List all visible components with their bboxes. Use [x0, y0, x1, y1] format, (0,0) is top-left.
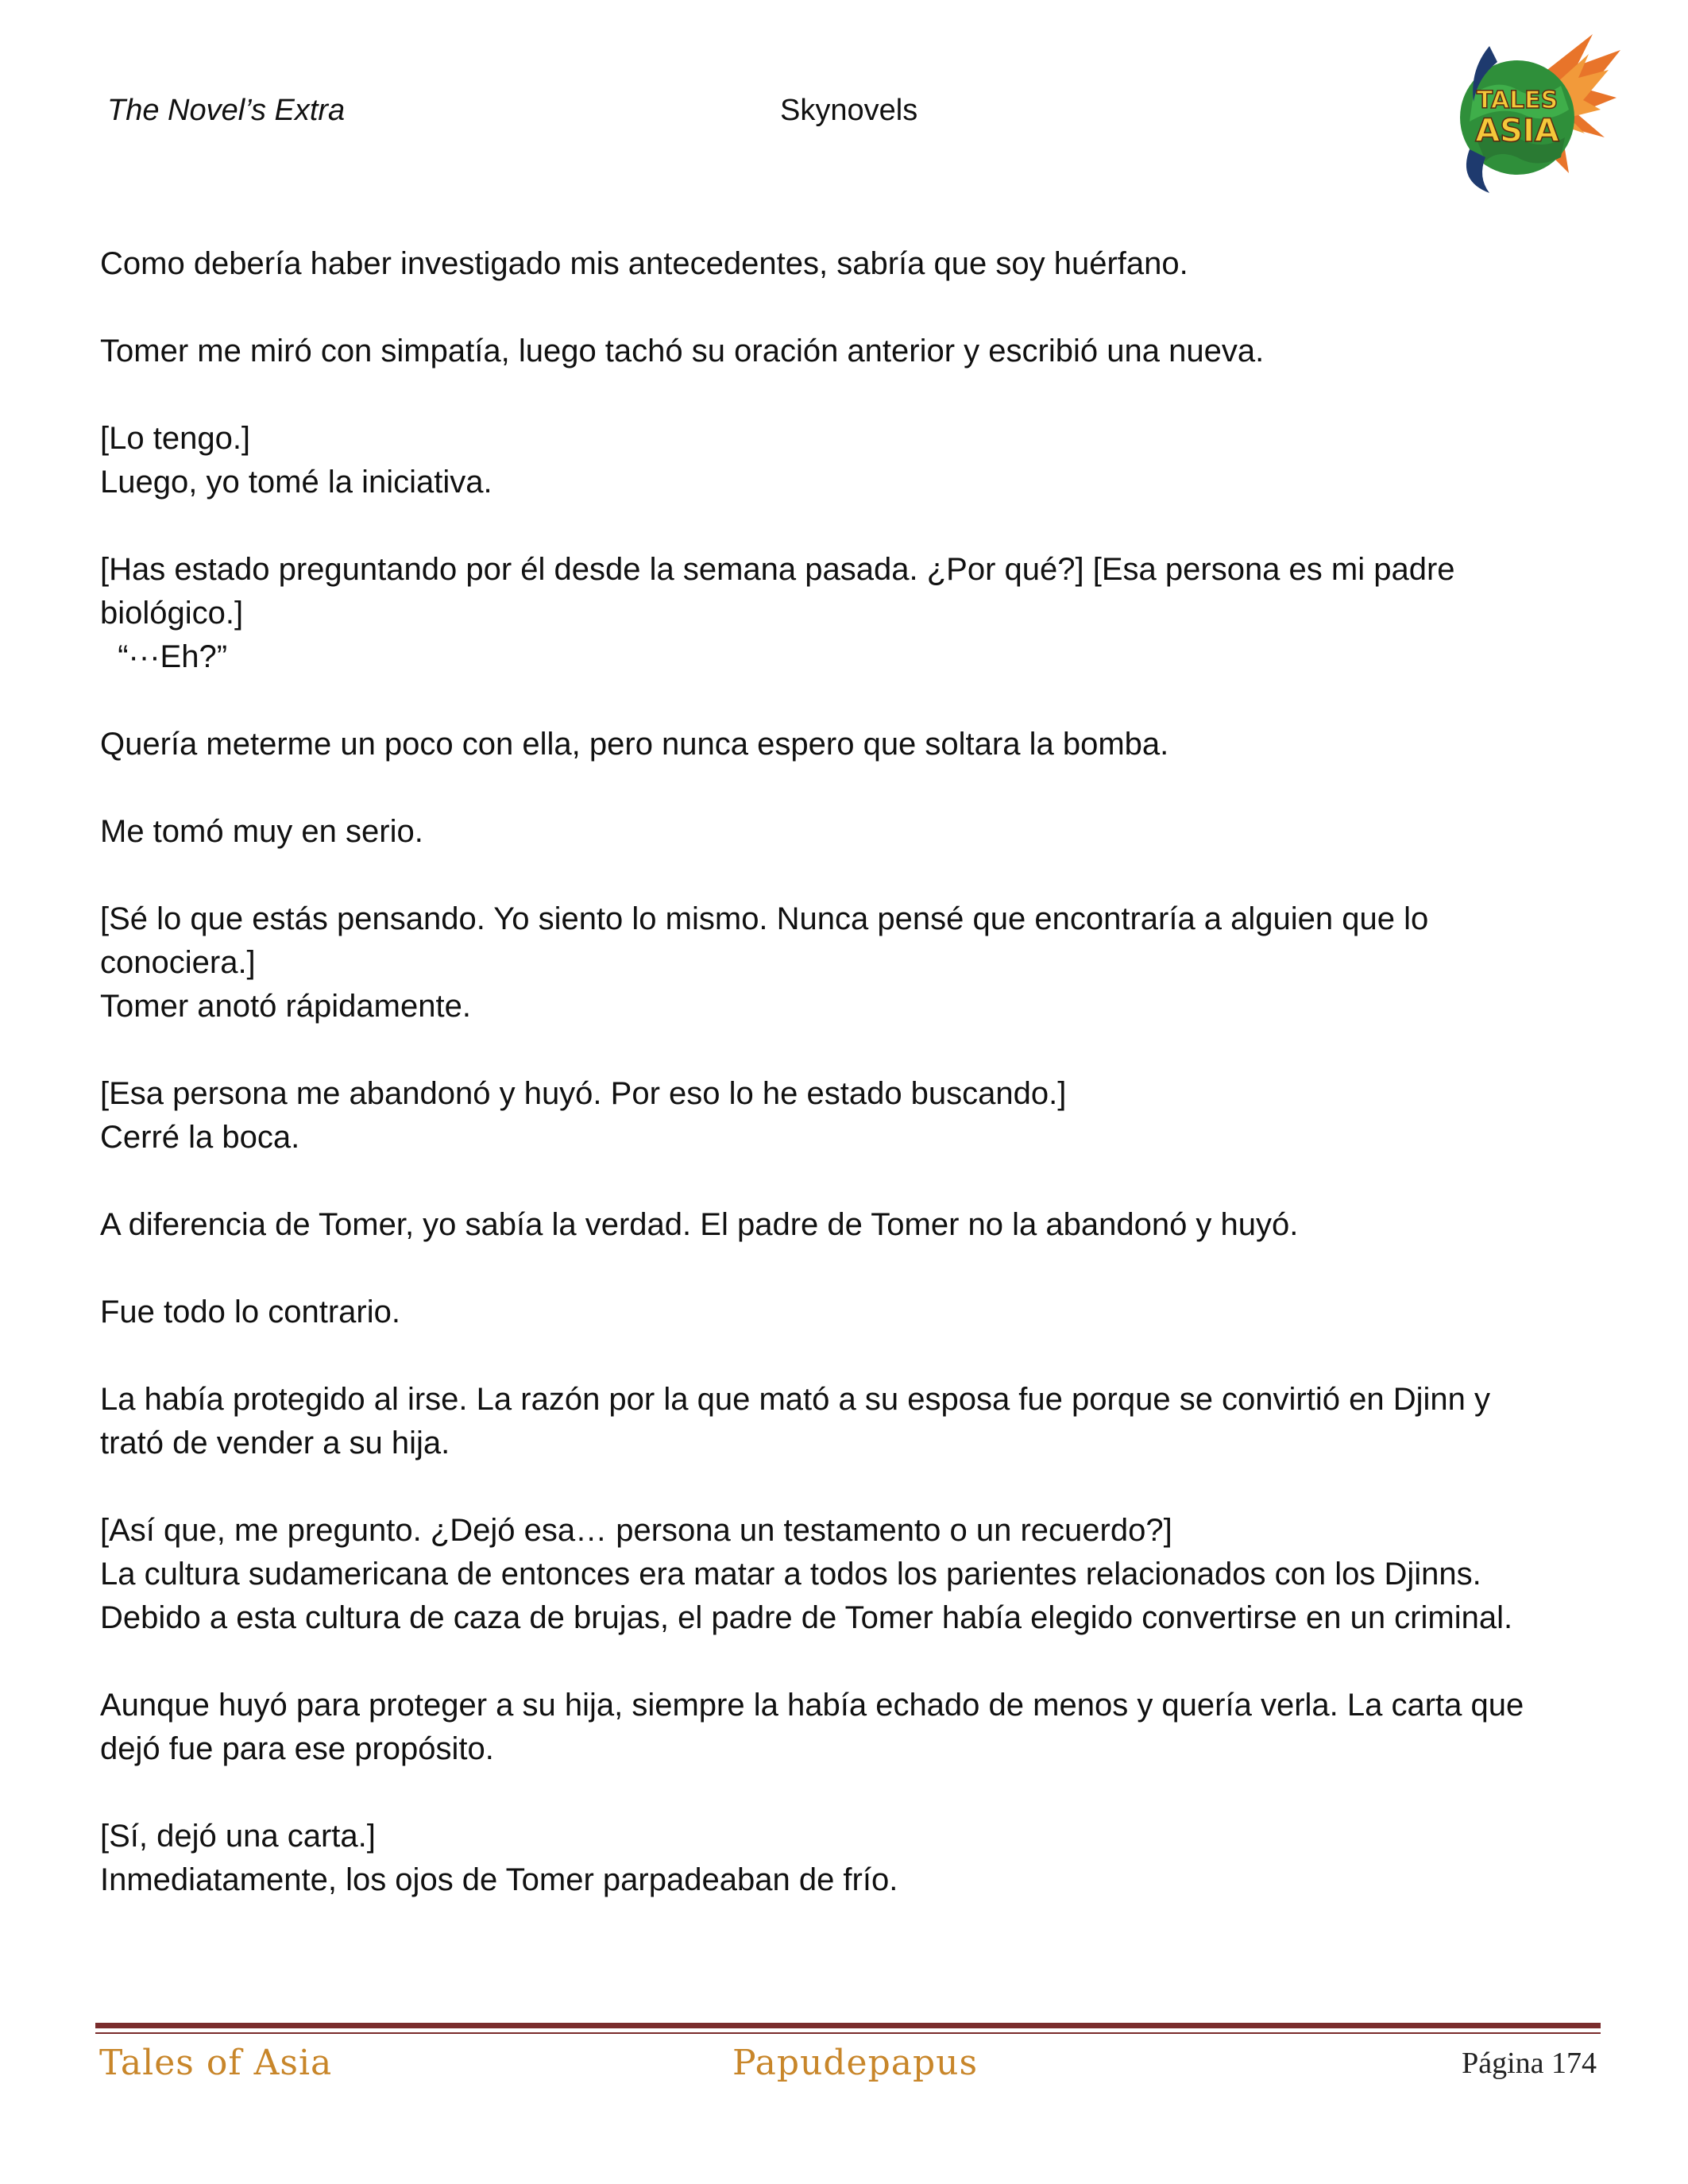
text-line: Aunque huyó para proteger a su hija, siempre la había echado de menos y quería verla. La carta que [100, 1688, 1524, 1723]
footer-site-name: Tales of Asia [99, 2043, 333, 2083]
paragraph-gap [100, 1247, 1601, 1291]
text-line: dejó fue para ese propósito. [100, 1731, 494, 1766]
text-line: trató de vender a su hija. [100, 1426, 450, 1461]
text-line: [Sé lo que estás pensando. Yo siento lo mismo. Nunca pensé que encontraría a alguien que lo [100, 901, 1429, 936]
text-line: “···Eh?” [100, 639, 228, 674]
chapter-body [100, 242, 1601, 1902]
footer-rule [95, 2023, 1601, 2028]
text-line: [Así que, me pregunto. ¿Dejó esa… persona un testamento o un recuerdo?] [100, 1513, 1172, 1548]
paragraph-gap [100, 1028, 1601, 1072]
text-line: Tomer anotó rápidamente. [100, 989, 471, 1024]
footer-translator: Papudepapus [732, 2043, 979, 2083]
text-line: [Has estado preguntando por él desde la semana pasada. ¿Por qué?] [Esa persona es mi padre [100, 552, 1455, 587]
paragraph-gap [100, 854, 1601, 897]
text-line: A diferencia de Tomer, yo sabía la verdad. El padre de Tomer no la abandonó y huyó. [100, 1207, 1299, 1242]
page-header [0, 0, 1688, 206]
paragraph-gap [100, 373, 1601, 417]
paragraph-gap [100, 1465, 1601, 1509]
text-line: Luego, yo tomé la iniciativa. [100, 465, 492, 500]
text-line: conociera.] [100, 945, 256, 980]
paragraph-gap [100, 286, 1601, 330]
text-line: biológico.] [100, 596, 244, 631]
tales-of-asia-logo [1442, 30, 1624, 201]
paragraph-gap [100, 504, 1601, 548]
page-number: Página 174 [1462, 2047, 1597, 2080]
header-site-name: Skynovels [780, 94, 918, 127]
paragraph-gap [100, 766, 1601, 810]
text-line: Debido a esta cultura de caza de brujas, el padre de Tomer había elegido convertirse en un criminal. [100, 1600, 1513, 1635]
text-line: La había protegido al irse. La razón por la que mató a su esposa fue porque se convirtió en Djinn y [100, 1382, 1490, 1417]
paragraph-gap [100, 1160, 1601, 1203]
paragraph-gap [100, 1334, 1601, 1378]
text-line: Me tomó muy en serio. [100, 814, 423, 849]
footer-rule-thin [95, 2032, 1601, 2034]
paragraph-gap [100, 679, 1601, 723]
paragraph-gap [100, 1771, 1601, 1815]
svg-text:TALES: TALES [1476, 87, 1559, 114]
text-line: Fue todo lo contrario. [100, 1295, 400, 1329]
svg-text:ASIA: ASIA [1475, 113, 1559, 149]
text-line: Como debería haber investigado mis antecedentes, sabría que soy huérfano. [100, 246, 1188, 281]
text-line: La cultura sudamericana de entonces era matar a todos los parientes relacionados con los Djinns. [100, 1557, 1481, 1592]
header-novel-title: The Novel’s Extra [107, 94, 346, 127]
text-line: Inmediatamente, los ojos de Tomer parpadeaban de frío. [100, 1862, 898, 1897]
text-line: [Sí, dejó una carta.] [100, 1819, 376, 1854]
paragraph-gap [100, 1640, 1601, 1684]
text-line: Tomer me miró con simpatía, luego tachó su oración anterior y escribió una nueva. [100, 334, 1265, 369]
text-line: [Esa persona me abandonó y huyó. Por eso lo he estado buscando.] [100, 1076, 1067, 1111]
text-line: Cerré la boca. [100, 1120, 300, 1155]
text-line: Quería meterme un poco con ella, pero nunca espero que soltara la bomba. [100, 727, 1169, 762]
text-line: [Lo tengo.] [100, 421, 251, 456]
